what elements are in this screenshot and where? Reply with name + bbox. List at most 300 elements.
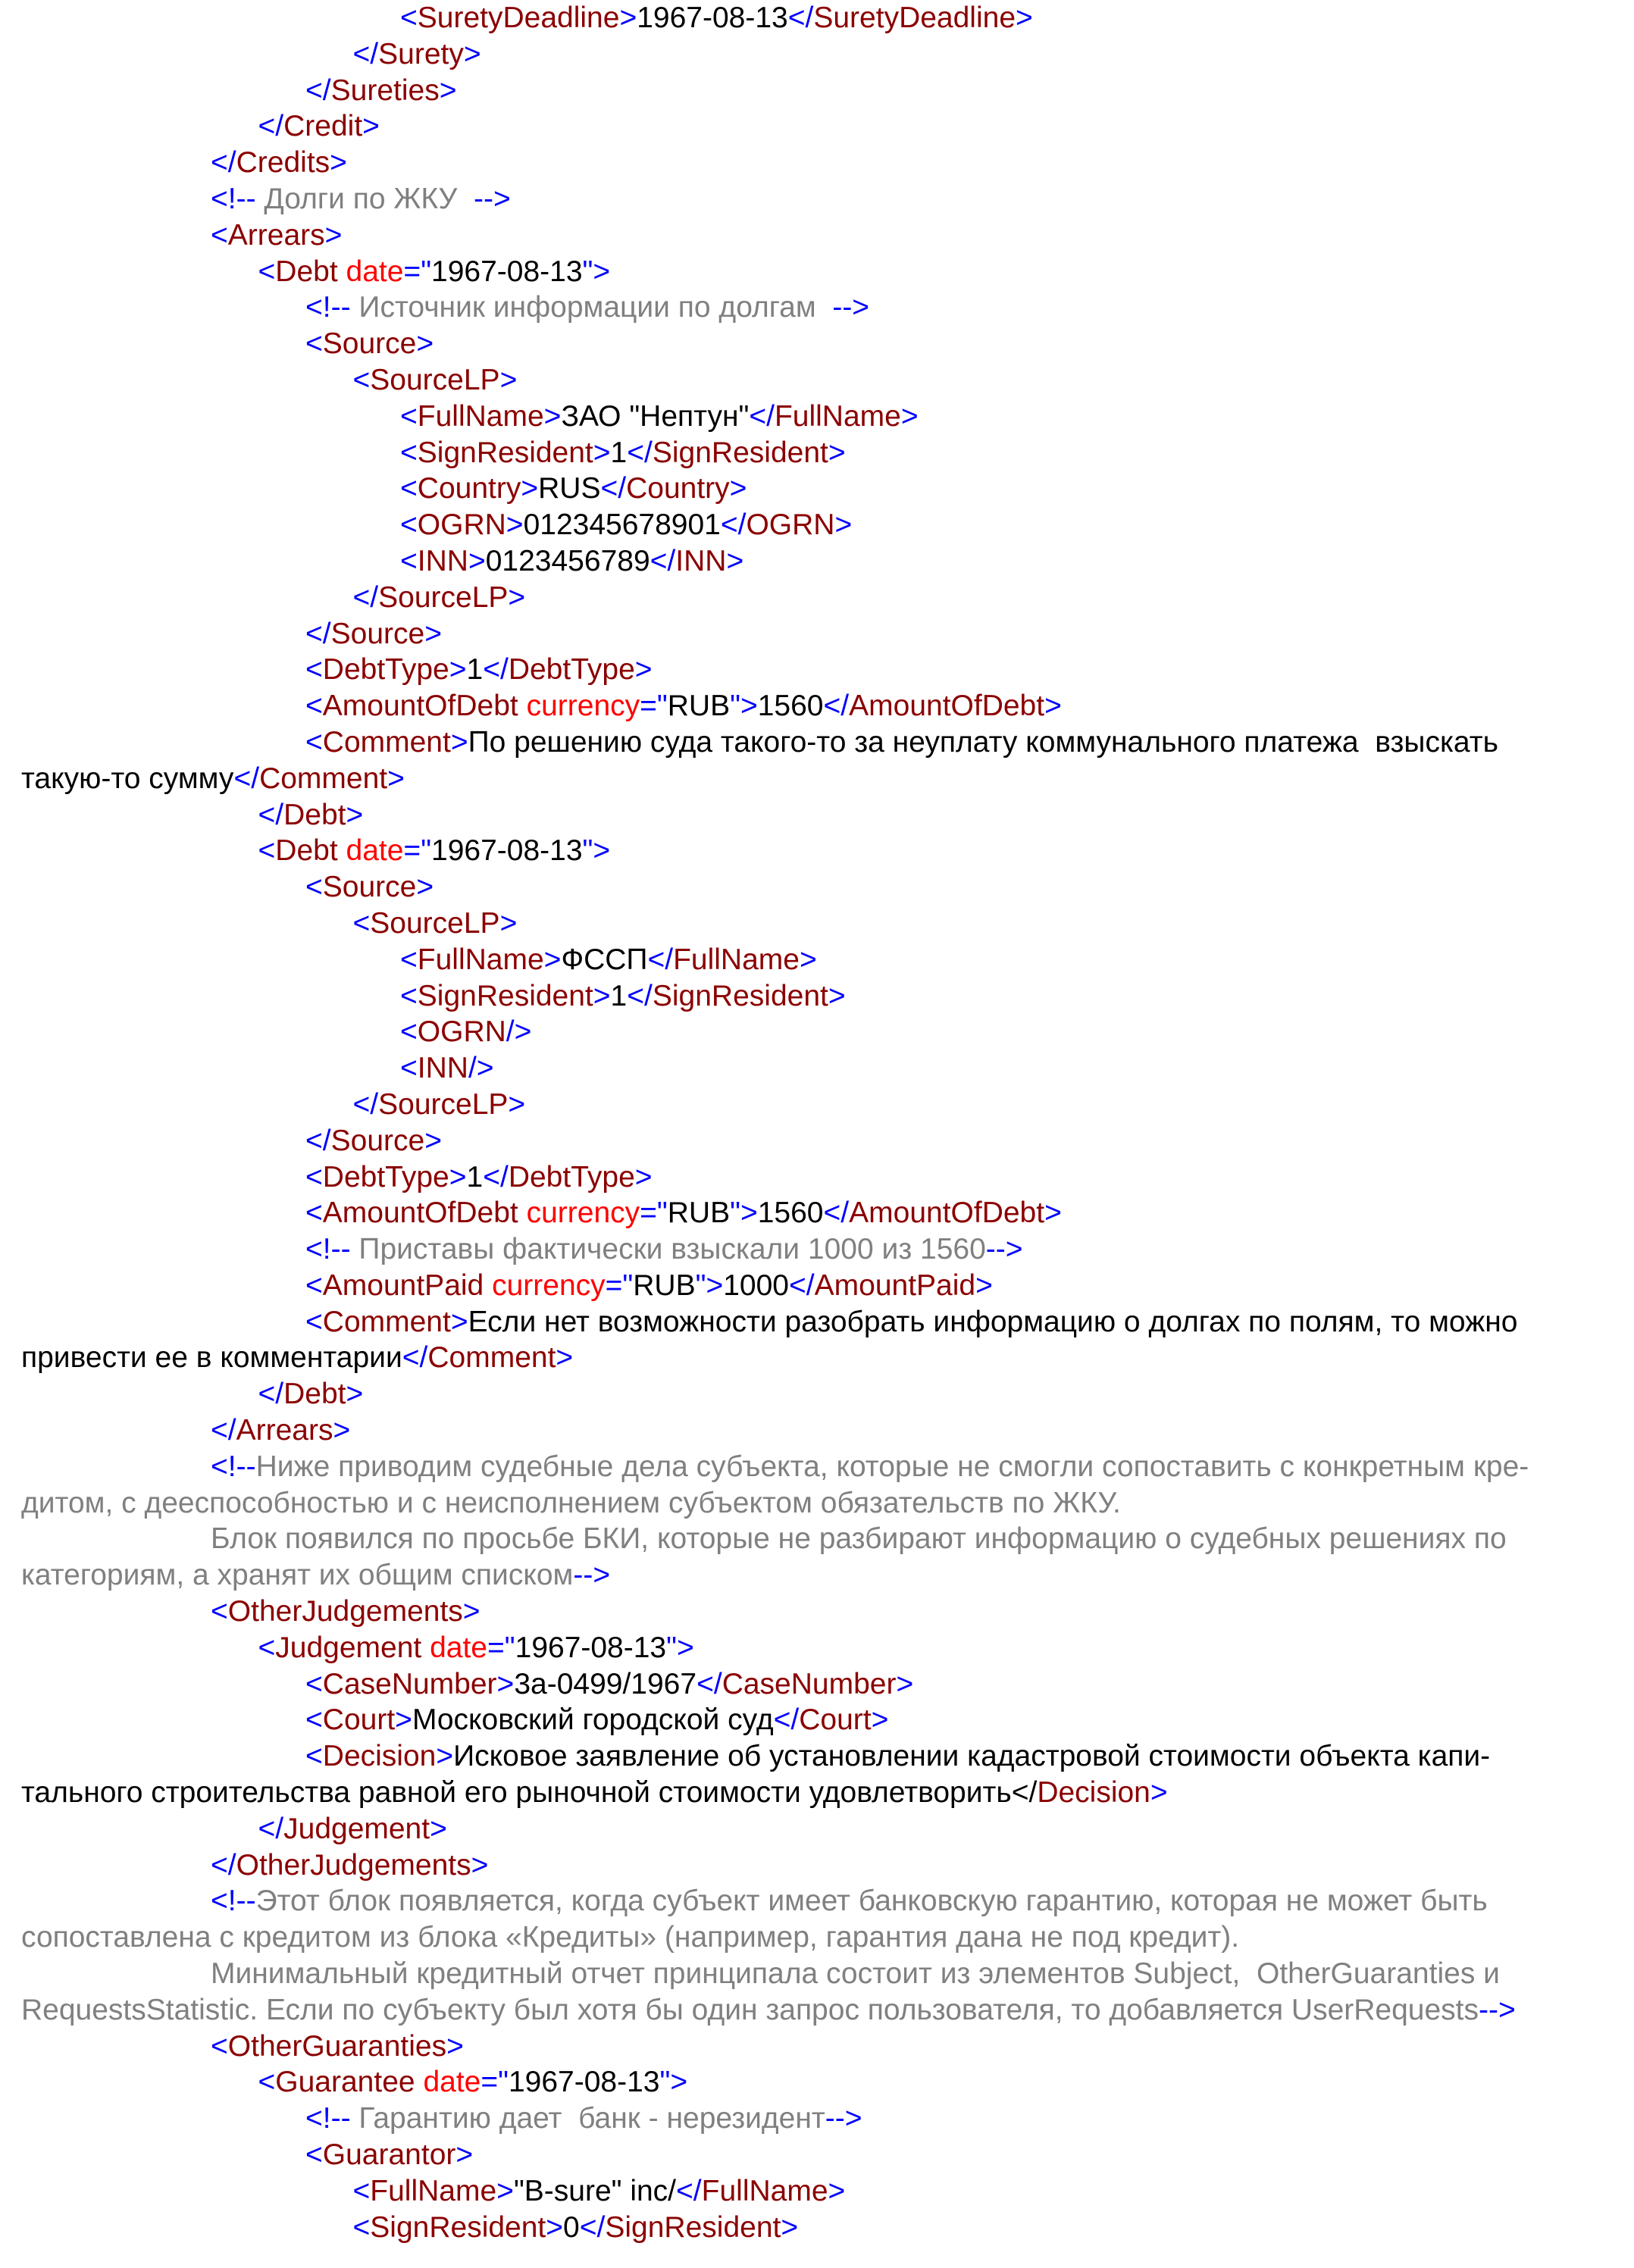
markup-symbol: > (828, 979, 846, 1012)
markup-symbol: </ (823, 690, 850, 723)
code-line (21, 1340, 1620, 1376)
code-line (21, 108, 1620, 145)
markup-symbol: </ (696, 1667, 722, 1700)
code-line (21, 2173, 1620, 2210)
markup-symbol: < (400, 472, 418, 505)
code-line (21, 1811, 1620, 1847)
markup-symbol: /> (506, 1015, 532, 1049)
code-line (21, 1449, 1620, 1485)
code-line (21, 1847, 1620, 1884)
markup-symbol: < (211, 2029, 228, 2063)
code-line (21, 36, 1620, 73)
element-name: Debt (283, 1378, 346, 1411)
text-value: RUB (667, 690, 731, 723)
markup-symbol: </ (823, 1197, 850, 1230)
element-name: AmountOfDebt (849, 690, 1045, 723)
markup-symbol: </ (305, 617, 331, 650)
markup-symbol: > (449, 1160, 467, 1193)
markup-symbol: < (352, 2174, 371, 2207)
markup-symbol: > (496, 2174, 514, 2207)
markup-symbol: > (799, 943, 817, 976)
element-name: Guarantee (275, 2066, 415, 2099)
markup-symbol: > (450, 725, 468, 759)
code-line (21, 761, 1620, 797)
text-value: 012345678901 (523, 508, 721, 542)
code-line (21, 652, 1620, 688)
attribute-name: currency (526, 690, 640, 723)
element-name: Court (322, 1703, 396, 1737)
comment-text: Блок появился по просьбе БКИ, которые не разбирают информацию о судебных решениях по (211, 1522, 1507, 1556)
code-line (21, 0, 1620, 36)
markup-symbol: > (543, 943, 562, 976)
element-name: INN (417, 544, 468, 577)
markup-symbol: =" (480, 2066, 509, 2099)
element-name: OtherJudgements (227, 1595, 463, 1628)
markup-symbol: /> (468, 1052, 494, 1085)
markup-symbol: "> (666, 1631, 694, 1664)
code-line (21, 1123, 1620, 1159)
text-value: 1967-08-13 (431, 255, 583, 288)
markup-symbol: > (430, 1812, 447, 1845)
markup-symbol: </ (720, 508, 747, 542)
code-line (21, 399, 1620, 435)
markup-symbol: < (352, 2210, 371, 2244)
code-line (21, 1630, 1620, 1666)
markup-symbol: "> (730, 690, 758, 723)
code-line (21, 326, 1620, 362)
markup-symbol: --> (473, 182, 511, 215)
markup-symbol: < (305, 871, 323, 904)
markup-symbol: < (352, 906, 371, 940)
element-name: DebtType (322, 653, 449, 687)
element-name: OGRN (417, 1015, 506, 1049)
markup-symbol: > (871, 1703, 889, 1737)
markup-symbol: < (400, 399, 418, 433)
markup-symbol: </ (305, 1124, 331, 1157)
markup-symbol: </ (627, 436, 653, 469)
markup-symbol: < (400, 436, 418, 469)
element-name: OGRN (417, 508, 506, 542)
text-value: привести ее в комментарии (21, 1341, 402, 1375)
markup-symbol: < (305, 1305, 323, 1338)
markup-symbol: > (896, 1667, 914, 1700)
code-line (21, 906, 1620, 942)
markup-symbol: --> (985, 1233, 1023, 1266)
markup-symbol: < (258, 834, 276, 868)
markup-symbol: > (468, 544, 486, 577)
element-name: AmountPaid (322, 1269, 484, 1302)
markup-symbol: > (463, 37, 481, 70)
markup-symbol: > (834, 508, 853, 542)
element-name: AmountPaid (814, 1269, 976, 1302)
element-name: SuretyDeadline (813, 2, 1016, 34)
markup-symbol: </ (258, 1812, 284, 1845)
text-value: 1560 (757, 690, 824, 723)
markup-symbol: </ (773, 1703, 800, 1737)
markup-symbol: > (619, 2, 637, 34)
element-name: SignResident (370, 2210, 546, 2244)
element-name: Judgement (275, 1631, 422, 1664)
text-value: 1 (610, 979, 628, 1012)
markup-symbol: > (455, 2138, 474, 2172)
element-name: Source (322, 871, 417, 904)
text-value: 1560 (757, 1197, 824, 1230)
markup-symbol: > (593, 436, 611, 469)
code-line (21, 73, 1620, 109)
markup-symbol: < (258, 1631, 276, 1664)
text-value: RUS (538, 472, 601, 505)
markup-symbol: > (496, 1667, 515, 1700)
markup-symbol: <!-- (211, 1450, 256, 1483)
element-name: Arrears (236, 1414, 333, 1447)
markup-symbol: > (546, 2210, 564, 2244)
code-line (21, 181, 1620, 217)
markup-symbol: </ (789, 1269, 815, 1302)
comment-text: Минимальный кредитный отчет принципала состоит из элементов Subject, OtherGuaranties и (211, 1957, 1500, 1991)
element-name: Surety (378, 37, 464, 70)
markup-symbol: </ (352, 580, 379, 614)
markup-symbol: < (211, 218, 228, 252)
element-name: FullName (701, 2174, 828, 2207)
element-name: Source (330, 1124, 425, 1157)
element-name: FullName (774, 399, 901, 433)
markup-symbol: </ (352, 1087, 379, 1121)
text-value (338, 834, 346, 867)
code-line (21, 869, 1620, 906)
attribute-name: date (346, 255, 404, 288)
element-name: Comment (427, 1341, 556, 1375)
markup-symbol: > (395, 1703, 412, 1737)
code-line (21, 833, 1620, 869)
code-line (21, 797, 1620, 834)
markup-symbol: < (258, 2066, 276, 2099)
markup-symbol: < (400, 943, 418, 976)
code-line (21, 145, 1620, 181)
text-value (518, 1197, 527, 1229)
code-line (21, 1050, 1620, 1087)
code-line (21, 2137, 1620, 2173)
markup-symbol: </ (258, 110, 284, 143)
code-line (21, 1557, 1620, 1594)
text-value: 0 (563, 2210, 580, 2244)
markup-symbol: < (305, 1197, 323, 1230)
code-line (21, 289, 1620, 326)
markup-symbol: </ (211, 1414, 236, 1447)
element-name: Court (799, 1703, 872, 1737)
code-line (21, 2210, 1620, 2246)
markup-symbol: <!-- (211, 182, 256, 215)
markup-symbol: --> (573, 1559, 611, 1592)
markup-symbol: =" (640, 690, 668, 723)
element-name: OtherJudgements (236, 1848, 471, 1882)
element-name: AmountOfDebt (849, 1197, 1045, 1230)
markup-symbol: </ (305, 74, 331, 107)
element-name: Country (417, 472, 521, 505)
text-value: ФССП (561, 943, 648, 976)
markup-symbol: < (400, 2, 418, 34)
markup-symbol: > (424, 1124, 442, 1157)
xml-document (21, 0, 1620, 2245)
markup-symbol: > (1044, 690, 1062, 723)
element-name: FullName (673, 943, 800, 976)
markup-symbol: < (305, 1740, 323, 1773)
markup-symbol: > (362, 110, 380, 143)
element-name: OGRN (746, 508, 835, 542)
code-line (21, 1412, 1620, 1449)
text-value: 1967-08-13 (508, 2066, 660, 2099)
markup-symbol: > (828, 436, 846, 469)
markup-symbol: < (305, 725, 323, 759)
element-name: SignResident (605, 2210, 781, 2244)
element-name: FullName (417, 399, 544, 433)
markup-symbol: > (416, 327, 434, 361)
markup-symbol: > (324, 218, 343, 252)
element-name: AmountOfDebt (322, 1197, 518, 1230)
code-line (21, 1594, 1620, 1630)
element-name: Source (322, 327, 417, 361)
text-value: Если нет возможности разобрать информацию о долгах по полям, то можно (468, 1305, 1518, 1338)
markup-symbol: "> (659, 2066, 688, 2099)
markup-symbol: > (634, 1160, 653, 1193)
text-value (415, 2066, 424, 2098)
markup-symbol: </ (258, 798, 284, 831)
markup-symbol: > (975, 1269, 993, 1302)
markup-symbol: > (556, 1341, 574, 1375)
markup-symbol: </ (352, 37, 379, 70)
markup-symbol: > (900, 399, 919, 433)
markup-symbol: > (439, 74, 457, 107)
markup-symbol: > (1044, 1197, 1062, 1230)
text-value (421, 1631, 430, 1664)
comment-text: Ниже приводим судебные дела субъекта, которые не смогли сопоставить с конкретным кре- (255, 1450, 1529, 1483)
element-name: Debt (275, 255, 338, 288)
markup-symbol: > (346, 798, 364, 831)
code-line (21, 1992, 1620, 2029)
element-name: Judgement (283, 1812, 430, 1845)
element-name: AmountOfDebt (322, 690, 518, 723)
markup-symbol: > (828, 2174, 846, 2207)
markup-symbol: > (416, 871, 434, 904)
markup-symbol: > (543, 399, 562, 433)
element-name: Credits (236, 146, 330, 180)
element-name: Debt (283, 798, 346, 831)
text-value: "B-sure" inc/ (513, 2174, 677, 2207)
element-name: Country (626, 472, 730, 505)
code-line (21, 1485, 1620, 1522)
markup-symbol: --> (1479, 1993, 1516, 2026)
markup-symbol: < (305, 653, 323, 687)
markup-symbol: </ (676, 2174, 702, 2207)
markup-symbol: < (258, 255, 276, 288)
element-name: INN (675, 544, 727, 577)
markup-symbol: < (400, 508, 418, 542)
markup-symbol: < (352, 363, 371, 396)
code-line (21, 217, 1620, 254)
code-line (21, 254, 1620, 290)
markup-symbol: > (521, 472, 539, 505)
code-line (21, 1883, 1620, 1919)
element-name: Decision (1037, 1776, 1150, 1810)
markup-symbol: > (450, 1305, 468, 1338)
markup-symbol: </ (211, 146, 236, 180)
text-value: 3а-0499/1967 (514, 1667, 697, 1700)
code-line (21, 507, 1620, 543)
markup-symbol: "> (582, 834, 611, 868)
markup-symbol: > (346, 1378, 364, 1411)
markup-symbol: < (305, 1667, 323, 1700)
text-value: 1967-08-13 (637, 2, 788, 34)
comment-text: Гарантию дает банк - нерезидент (350, 2102, 825, 2135)
markup-symbol: < (305, 1269, 323, 1302)
element-name: FullName (370, 2174, 497, 2207)
text-value: 1967-08-13 (515, 1631, 667, 1664)
markup-symbol: --> (825, 2102, 862, 2135)
element-name: INN (417, 1052, 468, 1085)
element-name: OtherGuaranties (227, 2029, 447, 2063)
code-line (21, 2064, 1620, 2101)
element-name: DebtType (322, 1160, 449, 1193)
markup-symbol: > (729, 472, 747, 505)
element-name: Comment (322, 1305, 451, 1338)
attribute-name: date (346, 834, 404, 868)
markup-symbol: =" (605, 1269, 634, 1302)
code-line (21, 1195, 1620, 1231)
code-line (21, 1087, 1620, 1123)
text-value: 1967-08-13 (431, 834, 583, 868)
markup-symbol: </ (600, 472, 627, 505)
text-value: 1 (466, 1160, 484, 1193)
markup-symbol: <!-- (211, 1885, 256, 1918)
code-line (21, 1956, 1620, 1992)
comment-text: категориям, а хранят их общим списком (21, 1559, 574, 1592)
markup-symbol: > (508, 1087, 526, 1121)
markup-symbol: < (400, 979, 418, 1012)
markup-symbol: > (634, 653, 653, 687)
markup-symbol: > (1150, 1776, 1168, 1810)
markup-symbol: > (1016, 2, 1033, 34)
attribute-name: currency (526, 1197, 640, 1230)
comment-text: Приставы фактически взыскали 1000 из 1560 (350, 1233, 986, 1266)
code-line (21, 942, 1620, 978)
comment-text: дитом, с дееспособностью и с неисполнением субъектом обязательств по ЖКУ. (21, 1486, 1121, 1519)
text-value: Исковое заявление об установлении кадастровой стоимости объекта капи- (453, 1740, 1491, 1773)
markup-symbol: < (305, 327, 323, 361)
markup-symbol: </ (650, 544, 676, 577)
code-line (21, 616, 1620, 652)
markup-symbol: </ (483, 653, 509, 687)
markup-symbol: > (330, 146, 347, 180)
markup-symbol: </ (402, 1341, 428, 1375)
element-name: Comment (259, 762, 388, 795)
markup-symbol: <!-- (305, 2102, 351, 2135)
markup-symbol: > (726, 544, 744, 577)
markup-symbol: < (400, 544, 418, 577)
markup-symbol: > (333, 1414, 351, 1447)
markup-symbol: < (400, 1015, 418, 1049)
code-line (21, 1702, 1620, 1738)
markup-symbol: > (508, 580, 526, 614)
markup-symbol: =" (487, 1631, 515, 1664)
code-line (21, 1775, 1620, 1811)
markup-symbol: </ (627, 979, 653, 1012)
code-line (21, 688, 1620, 724)
markup-symbol: <!-- (305, 1233, 351, 1266)
markup-symbol: > (506, 508, 524, 542)
markup-symbol: > (424, 617, 442, 650)
code-line (21, 362, 1620, 399)
markup-symbol: > (471, 1848, 489, 1882)
text-value (518, 690, 527, 722)
code-line (21, 2101, 1620, 2137)
markup-symbol: > (781, 2210, 799, 2244)
attribute-name: currency (492, 1269, 606, 1302)
text-value: 0123456789 (485, 544, 650, 577)
markup-symbol: > (436, 1740, 454, 1773)
markup-symbol: "> (582, 255, 611, 288)
markup-symbol: > (499, 363, 518, 396)
text-value (338, 255, 346, 288)
element-name: Sureties (330, 74, 440, 107)
code-line (21, 471, 1620, 507)
element-name: SignResident (652, 436, 828, 469)
element-name: CaseNumber (722, 1667, 897, 1700)
text-value (484, 1269, 492, 1302)
element-name: Debt (275, 834, 338, 868)
code-line (21, 1521, 1620, 1557)
markup-symbol: "> (730, 1197, 758, 1230)
code-line (21, 1666, 1620, 1703)
comment-text: Источник информации по долгам (350, 291, 833, 324)
element-name: DebtType (508, 1160, 635, 1193)
code-line (21, 1014, 1620, 1050)
element-name: DebtType (508, 653, 635, 687)
markup-symbol: </ (233, 762, 260, 795)
text-value: 1 (466, 653, 484, 687)
code-line (21, 580, 1620, 616)
markup-symbol: </ (483, 1160, 509, 1193)
markup-symbol: < (305, 2138, 323, 2172)
markup-symbol: > (387, 762, 405, 795)
element-name: Guarantor (322, 2138, 456, 2172)
markup-symbol: < (305, 1703, 323, 1737)
markup-symbol: =" (640, 1197, 668, 1230)
code-line (21, 978, 1620, 1015)
comment-text: сопоставлена с кредитом из блока «Кредиты» (например, гарантия дана не под кредит). (21, 1921, 1240, 1954)
element-name: CaseNumber (322, 1667, 497, 1700)
code-line (21, 1268, 1620, 1304)
element-name: SignResident (417, 436, 593, 469)
element-name: Arrears (227, 218, 325, 252)
markup-symbol: </ (749, 399, 775, 433)
element-name: SourceLP (370, 363, 500, 396)
attribute-name: date (430, 1631, 487, 1664)
markup-symbol: </ (647, 943, 674, 976)
attribute-name: date (423, 2066, 481, 2099)
comment-text: Долги по ЖКУ (255, 182, 474, 215)
element-name: SourceLP (370, 906, 500, 940)
comment-text: Этот блок появляется, когда субъект имеет банковскую гарантию, которая не может быть (255, 1885, 1488, 1918)
element-name: Comment (322, 725, 451, 759)
markup-symbol: > (446, 2029, 464, 2063)
markup-symbol: =" (403, 255, 432, 288)
markup-symbol: </ (787, 2, 814, 34)
element-name: Credit (283, 110, 363, 143)
code-line (21, 2029, 1620, 2065)
markup-symbol: > (462, 1595, 480, 1628)
code-line (21, 1231, 1620, 1268)
markup-symbol: --> (832, 291, 870, 324)
markup-symbol: > (593, 979, 611, 1012)
